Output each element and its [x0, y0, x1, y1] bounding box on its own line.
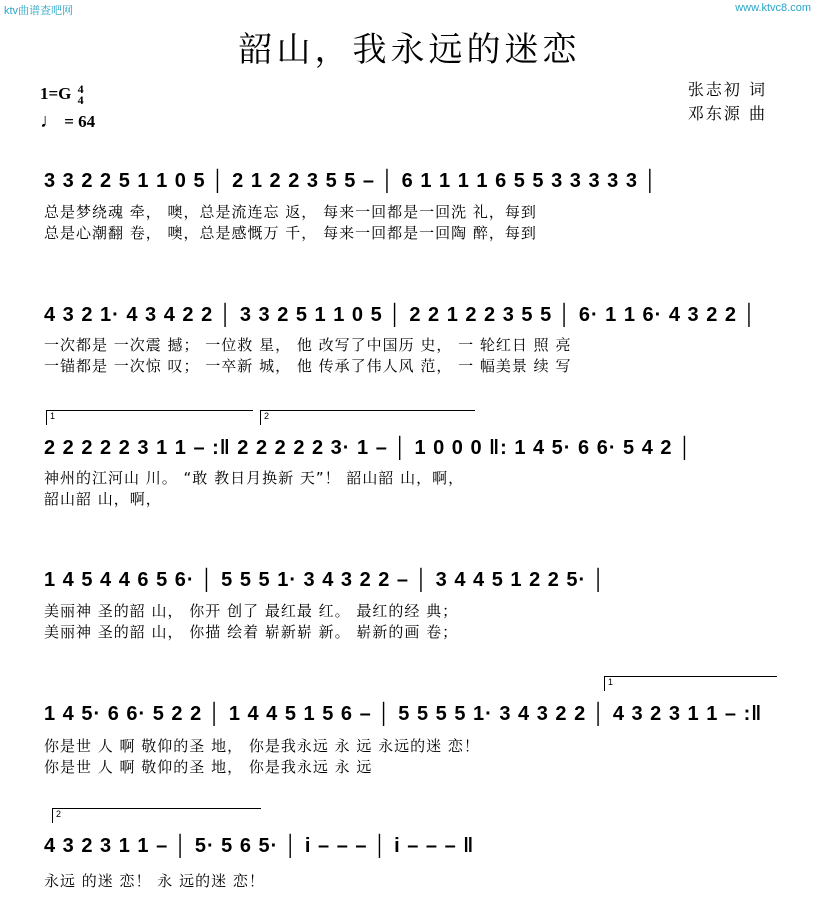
- notation-line-4: 1 4 5 4 4 6 5 6· │ 5 5 5 1· 3 4 3 2 2 – │ 3 4 4 5 1 2 2 5· │: [44, 569, 607, 591]
- song-title: 韶山，我永远的迷恋: [238, 30, 581, 70]
- watermark-left: ktv曲谱查吧网: [4, 5, 74, 17]
- volta-second-2: 2: [52, 808, 261, 823]
- volta-second: 2: [260, 410, 475, 425]
- lyric-3-verse-1: 神州的江河山 川。 “敢 教日月换新 天”！ 韶山韶 山，啊，: [44, 469, 465, 487]
- lyric-4-verse-1: 美丽神 圣的韶 山， 你开 创了 最红最 红。 最红的经 典；: [44, 602, 459, 620]
- time-signature: [78, 84, 84, 106]
- lyric-5-verse-1: 你是世 人 啊 敬仰的圣 地， 你是我永远 永 远 永远的迷 恋！: [44, 737, 480, 755]
- notation-line-2: 4 3 2 1· 4 3 4 2 2 │ 3 3 2 5 1 1 0 5 │ 2 2 1 2 2 3 5 5 │ 6· 1 1 6· 4 3 2 2 │: [44, 304, 758, 326]
- credits: [688, 78, 767, 126]
- watermark-right: www.ktvc8.com: [735, 2, 811, 14]
- key-signature: [40, 84, 84, 106]
- lyric-2-verse-2: 一锚都是 一次惊 叹； 一卒新 城， 他 传承了伟人风 范， 一 幅美景 续 写: [44, 357, 572, 375]
- notation-line-6: 4 3 2 3 1 1 – │ 5· 5 6 5· │ i – – – │ i – – – ‖: [44, 835, 475, 857]
- tempo-marking: [40, 110, 95, 133]
- lyric-5-verse-2: 你是世 人 啊 敬仰的圣 地， 你是我永远 永 远: [44, 758, 373, 776]
- composer: 邓东源 曲: [687, 104, 767, 123]
- lyric-3-verse-2: 韶山韶 山，啊，: [44, 490, 162, 508]
- lyric-1-verse-2: 总是心潮翻 卷， 噢，总是感慨万 千， 每来一回都是一回陶 醉，每到: [44, 224, 537, 242]
- key-value: 1=G: [40, 84, 72, 103]
- lyric-4-verse-2: 美丽神 圣的韶 山， 你描 绘着 崭新崭 新。 崭新的画 卷；: [44, 623, 459, 641]
- quarter-note-icon: ♩: [40, 110, 60, 132]
- volta-first-2: 1: [604, 676, 777, 691]
- notation-line-3: 2 2 2 2 2 3 1 1 – :‖ 2 2 2 2 2 3· 1 – │ 1 0 0 0 ‖: 1 4 5· 6 6· 5 4 2 │: [44, 437, 693, 459]
- tempo-value: = 64: [64, 112, 96, 131]
- lyricist: 张志初 词: [687, 80, 767, 99]
- time-top: 4: [77, 82, 84, 97]
- time-bottom: 4: [77, 93, 84, 108]
- lyric-1-verse-1: 总是梦绕魂 牵， 噢，总是流连忘 返， 每来一回都是一回洗 礼，每到: [44, 203, 537, 221]
- notation-line-1: 3 3 2 2 5 1 1 0 5 │ 2 1 2 2 3 5 5 – │ 6 1 1 1 1 6 5 5 3 3 3 3 3 │: [44, 170, 659, 192]
- notation-line-5: 1 4 5· 6 6· 5 2 2 │ 1 4 4 5 1 5 6 – │ 5 5 5 5 1· 3 4 3 2 2 │ 4 3 2 3 1 1 – :‖: [44, 703, 763, 725]
- lyric-6-verse-1: 永远 的迷 恋！ 永 远的迷 恋！: [44, 872, 265, 890]
- volta-first: 1: [46, 410, 253, 425]
- lyric-2-verse-1: 一次都是 一次震 撼； 一位救 星， 他 改写了中国历 史， 一 轮红日 照 亮: [44, 336, 572, 354]
